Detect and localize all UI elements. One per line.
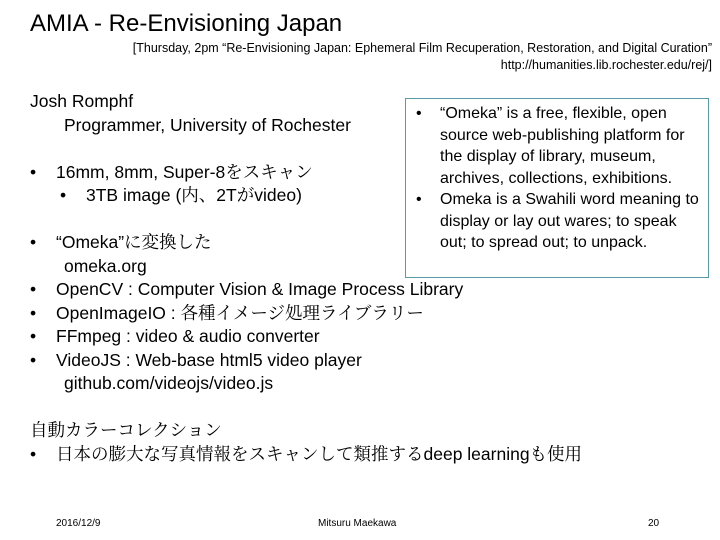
footer-date: 2016/12/9 [56, 518, 101, 529]
bullet-text: 3TB image (内、2Tがvideo) [86, 185, 302, 205]
bullet-text: FFmpeg : video & audio converter [56, 326, 320, 346]
bullet-text: 日本の膨大な写真情報をスキャンして類推するdeep learningも使用 [56, 443, 583, 464]
bullet-marker: • [30, 302, 37, 323]
omeka-url: omeka.org [64, 255, 147, 276]
callout-item-definition [414, 103, 702, 189]
bullet-text: VideoJS : Web-base html5 video player [56, 349, 362, 370]
session-info [133, 40, 712, 74]
omeka-callout-box [405, 98, 709, 278]
footer-page-number: 20 [648, 518, 660, 529]
bullet-videojs [30, 349, 690, 373]
bullet-text: OpenCV : Computer Vision & Image Process Library [56, 279, 464, 299]
bullet-marker: • [30, 279, 37, 299]
bullet-marker: • [30, 326, 37, 346]
bullet-marker: • [416, 105, 422, 122]
bullet-openimageio [30, 302, 690, 326]
speaker-role: Programmer, University of Rochester [64, 114, 351, 135]
bullet-marker: • [30, 443, 37, 464]
session-url: http://humanities.lib.rochester.edu/rej/] [500, 58, 712, 72]
spacer [30, 396, 690, 420]
bullet-marker: • [30, 232, 37, 252]
callout-text: Omeka is a Swahili word meaning to display or lay out wares; to speak out; to spread out; to unpack. [440, 191, 699, 251]
bullet-marker: • [30, 161, 37, 182]
bullet-opencv [30, 278, 690, 302]
session-title: [Thursday, 2pm “Re-Envisioning Japan: Ephemeral Film Recuperation, Restoration, and Digital Curation” [132, 41, 712, 55]
bullet-ffmpeg [30, 325, 690, 349]
bullet-text: “Omeka”に変換した [56, 232, 212, 252]
callout-text: “Omeka” is a free, flexible, open source web-publishing platform for the display of library, museum, archives, collections, exhibitions. [440, 105, 685, 187]
bullet-deep-learning [30, 443, 690, 467]
bullet-text: OpenImageIO : 各種イメージ処理ライブラリー [56, 302, 424, 323]
slide-title: AMIA - Re-Envisioning Japan [30, 10, 343, 37]
callout-item-etymology [414, 189, 702, 254]
speaker-name: Josh Romphf [30, 91, 134, 111]
videojs-url: github.com/videojs/video.js [64, 373, 274, 393]
bullet-marker: • [30, 349, 37, 370]
bullet-text: 16mm, 8mm, Super-8をスキャン [56, 161, 313, 182]
footer-author: Mitsuru Maekawa [318, 518, 397, 529]
bullet-marker: • [60, 185, 67, 205]
section-heading: 自動カラーコレクション [30, 420, 222, 440]
bullet-marker: • [416, 191, 422, 208]
